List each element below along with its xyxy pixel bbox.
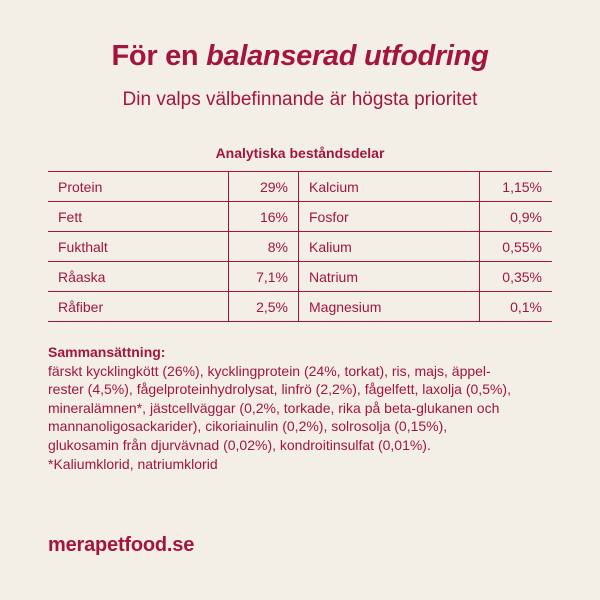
- composition-heading: Sammansättning:: [48, 344, 166, 360]
- composition-line: glukosamin från djurvävnad (0,02%), kondroitinsulfat (0,01%).: [48, 436, 431, 453]
- mineral-value: 0,55%: [480, 232, 553, 262]
- website-link[interactable]: merapetfood.se: [48, 534, 195, 556]
- nutrient-value: 2,5%: [229, 292, 299, 322]
- composition-line: färskt kycklingkött (26%), kycklingprotein (24%, torkat), ris, majs, äppel-: [48, 362, 491, 379]
- composition-footnote: *Kaliumklorid, natriumklorid: [48, 455, 218, 472]
- composition-line: mineralämnen*, jästcellväggar (0,2%, torkade, rika på beta-glukanen och: [48, 399, 500, 416]
- mineral-label: Fosfor: [299, 202, 480, 232]
- table-row: [48, 262, 552, 292]
- table-row: [48, 292, 552, 322]
- mineral-value: 0,35%: [480, 262, 553, 292]
- nutrient-label: Råaska: [48, 262, 229, 292]
- mineral-value: 1,15%: [480, 172, 553, 202]
- page-subtitle: Din valps välbefinnande är högsta prioritet: [122, 89, 478, 110]
- composition-section: [48, 343, 558, 473]
- mineral-value: 0,1%: [480, 292, 553, 322]
- table-row: [48, 172, 552, 202]
- analysis-heading: Analytiska beståndsdelar: [215, 145, 385, 161]
- table-row: [48, 232, 552, 262]
- composition-line: rester (4,5%), fågelproteinhydrolysat, linfrö (2,2%), fågelfett, laxolja (0,5%),: [48, 381, 511, 398]
- nutrient-label: Fett: [48, 202, 229, 232]
- nutrient-label: Protein: [48, 172, 229, 202]
- nutrient-value: 29%: [229, 172, 299, 202]
- page-title: [0, 40, 600, 73]
- title-prefix: För en: [111, 40, 207, 72]
- mineral-label: Natrium: [299, 262, 480, 292]
- title-emphasis: balanserad utfodring: [206, 40, 489, 72]
- analysis-table: [48, 171, 552, 322]
- nutrient-value: 16%: [229, 202, 299, 232]
- nutrient-value: 8%: [229, 232, 299, 262]
- nutrient-label: Fukthalt: [48, 232, 229, 262]
- composition-line: mannanoligosackarider), cikoriainulin (0,2%), solrosolja (0,15%),: [48, 418, 448, 435]
- mineral-value: 0,9%: [480, 202, 553, 232]
- table-row: [48, 202, 552, 232]
- nutrient-label: Råfiber: [48, 292, 229, 322]
- mineral-label: Magnesium: [299, 292, 480, 322]
- mineral-label: Kalium: [299, 232, 480, 262]
- mineral-label: Kalcium: [299, 172, 480, 202]
- nutrient-value: 7,1%: [229, 262, 299, 292]
